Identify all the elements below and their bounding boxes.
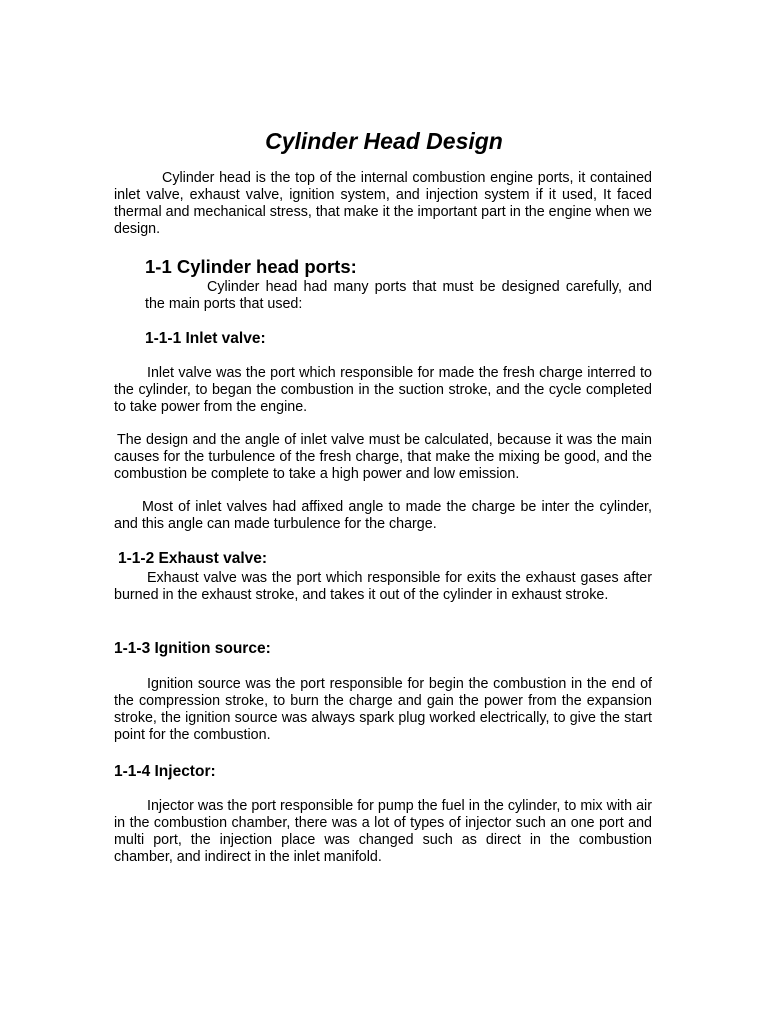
- inlet-valve-paragraph-2: The design and the angle of inlet valve must be calculated, because it was the main causes for the turbulence of the fresh charge, that make the mixing be good, and the combustion be complete to take a high power and low emission.: [114, 432, 652, 482]
- section-heading-inlet-valve: 1-1-1 Inlet valve:: [145, 330, 266, 347]
- section-heading-cylinder-head-ports: 1-1 Cylinder head ports:: [145, 256, 357, 277]
- intro-paragraph: Cylinder head is the top of the internal combustion engine ports, it contained inlet valve, exhaust valve, ignition system, and injection system if it used, It faced thermal and mechanical stress, that make it the important part in the engine when we design.: [114, 170, 653, 237]
- ignition-source-paragraph: Ignition source was the port responsible for begin the combustion in the end of the compression stroke, to burn the charge and gain the power from the expansion stroke, the ignition source was always spark plug worked electrically, to give the start point for the combustion.: [114, 676, 652, 743]
- cylinder-head-ports-paragraph: Cylinder head had many ports that must be designed carefully, and the main ports that used:: [145, 279, 652, 312]
- section-heading-exhaust-valve: 1-1-2 Exhaust valve:: [118, 550, 268, 567]
- section-heading-injector: 1-1-4 Injector:: [114, 763, 216, 780]
- injector-paragraph: Injector was the port responsible for pump the fuel in the cylinder, to mix with air in the combustion chamber, there was a lot of types of injector such an one port and multi port, the injection place was changed such as direct in the combustion chamber, and indirect in the inlet manifold.: [114, 798, 652, 865]
- document-title: Cylinder Head Design: [265, 128, 503, 154]
- section-heading-ignition-source: 1-1-3 Ignition source:: [114, 640, 271, 657]
- inlet-valve-paragraph-3: Most of inlet valves had affixed angle to made the charge be inter the cylinder, and this angle can made turbulence for the charge.: [114, 499, 652, 532]
- inlet-valve-paragraph-1: Inlet valve was the port which responsible for made the fresh charge interred to the cylinder, to began the combustion in the suction stroke, and the cycle completed to take power from the engine.: [114, 365, 652, 415]
- exhaust-valve-paragraph: Exhaust valve was the port which responsible for exits the exhaust gases after burned in the exhaust stroke, and takes it out of the cylinder in exhaust stroke.: [114, 570, 652, 603]
